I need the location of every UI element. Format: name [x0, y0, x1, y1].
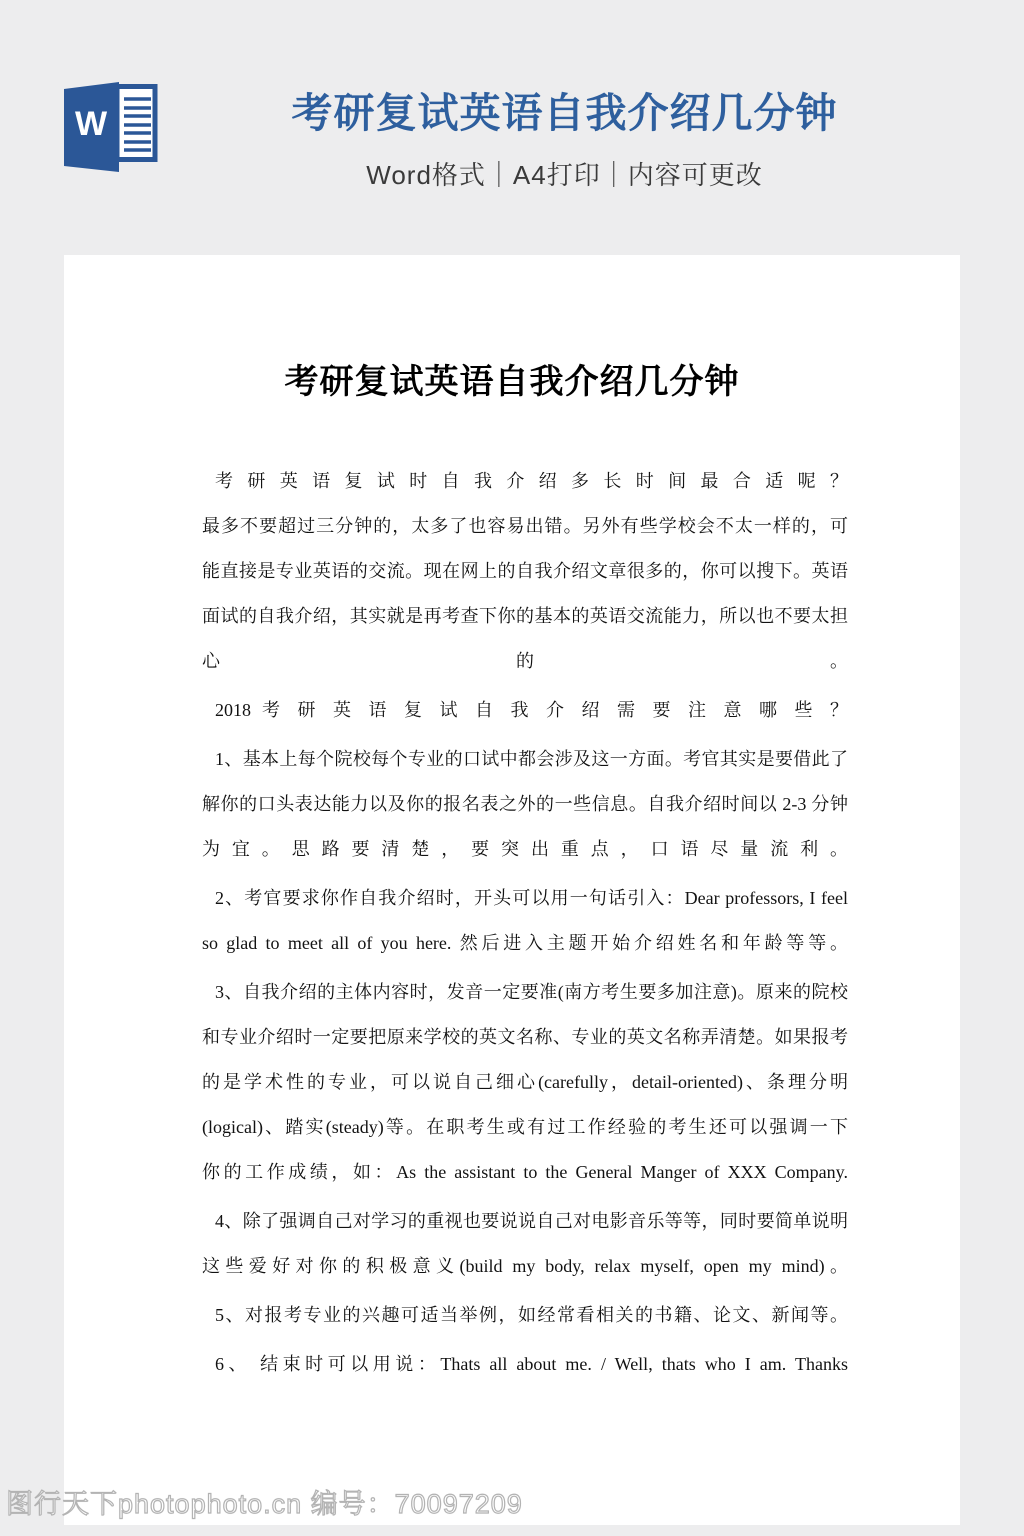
- doc-line: 考 研 英 语 复 试 时 自 我 介 绍 多 长 时 间 最 合 适 呢 ？: [215, 471, 848, 491]
- doc-line: 1、基本上每个院校每个专业的口试中都会涉及这一方面。考官其实是要借此了: [215, 749, 848, 769]
- doc-line: 面试的自我介绍，其实就是再考查下你的基本的英语交流能力，所以也不要太担: [202, 606, 848, 626]
- doc-line: 最多不要超过三分钟的，太多了也容易出错。另外有些学校会不太一样的，可: [202, 516, 848, 536]
- doc-line: 3、自我介绍的主体内容时，发音一定要准(南方考生要多加注意)。原来的院校: [215, 982, 848, 1002]
- doc-line: so glad to meet all of you here. 然后进入主题开始介绍姓名和年龄等等。: [202, 933, 848, 953]
- doc-line: 5、对报考专业的兴趣可适当举例，如经常看相关的书籍、论文、新闻等。: [215, 1305, 848, 1325]
- word-icon-letter: W: [74, 105, 108, 143]
- doc-line: 6、 结束时可以用说：Thats all about me. / Well, thats who I am. Thanks: [215, 1354, 848, 1374]
- site-watermark: 图行天下photophoto.cn 编号：70097209: [6, 1489, 523, 1519]
- doc-line: 2、考官要求你作自我介绍时，开头可以用一句话引入：Dear professors, I feel: [215, 888, 848, 908]
- doc-line: 你的工作成绩，如：As the assistant to the General Manger of XXX Company.: [202, 1162, 848, 1182]
- header: [0, 0, 1024, 255]
- doc-line: 心 的 。: [202, 651, 848, 671]
- header-subtitle: Word格式｜A4打印｜内容可更改: [366, 160, 763, 190]
- doc-line: 4、除了强调自己对学习的重视也要说说自己对电影音乐等等，同时要简单说明: [215, 1211, 848, 1231]
- doc-line: 能直接是专业英语的交流。现在网上的自我介绍文章很多的，你可以搜下。英语: [202, 561, 848, 581]
- doc-line: (logical)、踏实(steady)等。在职考生或有过工作经验的考生还可以强调一下: [202, 1117, 848, 1137]
- doc-line: 的是学术性的专业，可以说自己细心(carefully，detail-oriented)、条理分明: [202, 1072, 848, 1092]
- doc-line: 这些爱好对你的积极意义(build my body, relax myself, open my mind)。: [202, 1256, 848, 1276]
- doc-line: 2018 考 研 英 语 复 试 自 我 介 绍 需 要 注 意 哪 些 ？: [215, 700, 848, 720]
- doc-line: 解你的口头表达能力以及你的报名表之外的一些信息。自我介绍时间以 2-3 分钟: [202, 794, 848, 814]
- header-text-block: [105, 90, 1024, 190]
- doc-line: 为 宜 。 思 路 要 清 楚 ， 要 突 出 重 点 ， 口 语 尽 量 流 利 。: [202, 839, 848, 859]
- document-page: [64, 255, 960, 1525]
- header-title: 考研复试英语自我介绍几分钟: [291, 90, 838, 136]
- doc-line: 和专业介绍时一定要把原来学校的英文名称、专业的英文名称弄清楚。如果报考: [202, 1027, 848, 1047]
- document-body: [202, 459, 848, 1387]
- document-title: 考研复试英语自我介绍几分钟: [284, 364, 740, 401]
